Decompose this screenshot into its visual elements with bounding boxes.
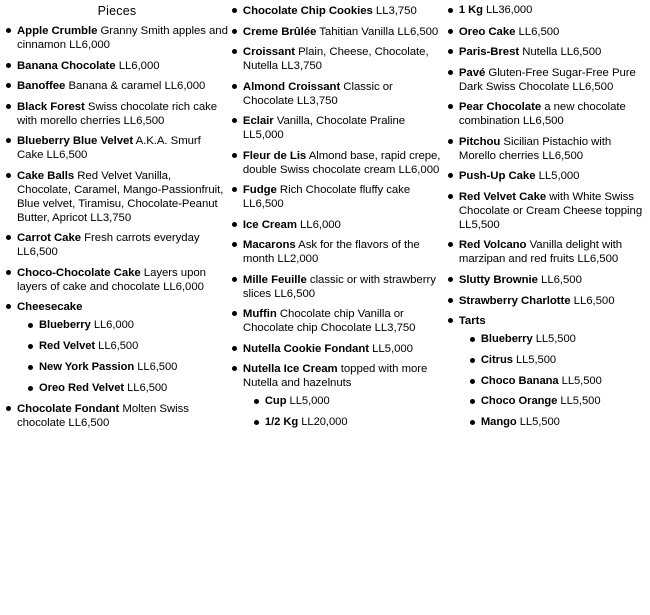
menu-subitem-list <box>459 333 644 430</box>
menu-item <box>232 238 444 266</box>
bullet-icon <box>448 29 453 34</box>
menu-item <box>232 307 444 335</box>
item-description: LL36,000 <box>482 4 533 16</box>
item-name: Choco Banana <box>480 374 559 387</box>
menu-item <box>6 100 228 128</box>
menu-item <box>448 45 644 59</box>
item-name: Paris-Brest <box>458 46 520 59</box>
item-description: LL6,500 <box>537 273 582 286</box>
menu-item <box>6 79 228 93</box>
bullet-icon <box>448 8 453 13</box>
item-name: Blueberry Blue Velvet <box>17 135 134 148</box>
menu-subitem-list <box>17 319 228 395</box>
menu-column-3 <box>448 4 644 437</box>
menu-item <box>232 4 444 18</box>
item-description: LL6,500 <box>515 25 560 38</box>
item-description: Layers upon layers of cake and chocolate LL6,000 <box>17 266 206 293</box>
menu-subitem-list <box>243 395 444 430</box>
bullet-icon <box>28 365 33 370</box>
bullet-icon <box>448 242 453 247</box>
item-name: Creme Brûlée <box>242 25 317 38</box>
item-description: Molten Swiss chocolate LL6,500 <box>17 403 189 430</box>
item-name: Blueberry <box>480 333 533 346</box>
item-description: LL5,000 <box>369 342 413 355</box>
item-description: Rich Chocolate fluffy cake LL6,500 <box>242 184 411 211</box>
menu-item <box>6 300 228 395</box>
bullet-icon <box>254 399 259 404</box>
item-name: Red Velvet <box>39 340 96 353</box>
menu-subitem <box>470 375 644 389</box>
item-description: LL6,000 <box>296 218 341 231</box>
bullet-icon <box>448 104 453 109</box>
bullet-icon <box>448 139 453 144</box>
menu-item-list-1 <box>6 24 228 430</box>
bullet-icon <box>232 242 237 247</box>
bullet-icon <box>6 406 11 411</box>
item-description: LL5,000 <box>535 170 580 183</box>
item-name: New York Passion <box>39 360 135 373</box>
item-name: Strawberry Charlotte <box>458 294 571 307</box>
item-name: Banana Chocolate <box>17 59 116 72</box>
bullet-icon <box>232 366 237 371</box>
item-name: 1/2 Kg <box>264 416 299 429</box>
bullet-icon <box>448 194 453 199</box>
menu-item <box>232 342 444 356</box>
item-name: Pear Chocolate <box>458 101 542 114</box>
item-description: Almond base, rapid crepe, double Swiss chocolate cream LL6,000 <box>242 149 441 176</box>
menu-subitem <box>254 416 444 430</box>
bullet-icon <box>28 344 33 349</box>
item-description: LL6,500 <box>570 294 615 307</box>
menu-item <box>448 135 644 163</box>
item-name: Oreo Red Velvet <box>39 381 125 394</box>
menu-item <box>448 314 644 430</box>
item-name: Oreo Cake <box>458 25 516 38</box>
menu-item <box>6 134 228 162</box>
item-description: LL20,000 <box>298 416 348 429</box>
item-name: Croissant <box>242 46 295 59</box>
item-description: Classic or Chocolate LL3,750 <box>242 80 393 107</box>
item-name: Cake Balls <box>17 169 75 182</box>
bullet-icon <box>232 311 237 316</box>
menu-subitem <box>448 4 644 18</box>
item-description: Granny Smith apples and cinnamon LL6,000 <box>17 25 228 52</box>
item-name: Push-Up Cake <box>458 170 536 183</box>
item-name: Blueberry <box>39 319 91 332</box>
item-description: with White Swiss Chocolate or Cream Cheese topping LL5,500 <box>458 190 643 231</box>
item-description: Fresh carrots everyday LL6,500 <box>17 232 200 259</box>
menu-item <box>448 238 644 266</box>
menu-item <box>6 24 228 52</box>
menu-item <box>448 273 644 287</box>
item-description: Tahitian Vanilla LL6,500 <box>316 25 439 38</box>
item-name: Tarts <box>458 315 486 328</box>
menu-subitem <box>470 395 644 409</box>
menu-item <box>6 59 228 73</box>
menu-subitem <box>470 416 644 430</box>
menu-item <box>232 183 444 211</box>
bullet-icon <box>470 358 475 363</box>
item-name: Apple Crumble <box>17 25 98 37</box>
item-description: Red Velvet Vanilla, Chocolate, Caramel, Mango-Passionfruit, Blue velvet, Tiramisu, Chocolate-Peanut Butter, Apricot LL3,750 <box>17 169 224 224</box>
item-description: Nutella LL6,500 <box>519 46 602 59</box>
bullet-icon <box>6 28 11 33</box>
menu-columns <box>6 4 644 437</box>
menu-item <box>448 294 644 308</box>
bullet-icon <box>6 235 11 240</box>
bullet-icon <box>470 420 475 425</box>
bullet-icon <box>470 399 475 404</box>
item-description: Chocolate chip Vanilla or Chocolate chip Chocolate LL3,750 <box>242 308 416 335</box>
item-description: Vanilla delight with marzipan and red fruits LL6,500 <box>458 239 623 266</box>
menu-item <box>232 80 444 108</box>
menu-item <box>232 149 444 177</box>
item-name: Red Volcano <box>458 239 527 252</box>
bullet-icon <box>28 386 33 391</box>
menu-item-list-2 <box>232 4 444 430</box>
bullet-icon <box>232 153 237 158</box>
item-description: LL3,750 <box>372 5 417 17</box>
item-description: LL5,500 <box>532 333 576 346</box>
column-title-pieces: Pieces <box>97 4 137 18</box>
bullet-icon <box>6 270 11 275</box>
bullet-icon <box>448 70 453 75</box>
item-description: classic or with strawberry slices LL6,500 <box>242 273 436 300</box>
item-description: LL6,000 <box>90 319 134 332</box>
item-name: 1 Kg <box>458 4 483 16</box>
item-name: Almond Croissant <box>242 80 341 93</box>
item-name: Cup <box>264 395 287 408</box>
menu-item <box>448 190 644 232</box>
bullet-icon <box>232 29 237 34</box>
menu-item <box>232 218 444 232</box>
bullet-icon <box>254 420 259 425</box>
item-description: LL5,500 <box>512 353 557 366</box>
bullet-icon <box>232 277 237 282</box>
item-name: Cheesecake <box>17 301 83 314</box>
item-description: LL5,500 <box>557 395 601 408</box>
item-name: Mille Feuille <box>242 273 307 286</box>
menu-item <box>6 169 228 225</box>
item-name: Citrus <box>480 353 513 366</box>
item-description: A.K.A. Smurf Cake LL6,500 <box>17 135 201 162</box>
item-description: LL5,500 <box>558 374 602 387</box>
item-name: Black Forest <box>17 100 85 113</box>
item-name: Muffin <box>242 308 277 321</box>
item-name: Ice Cream <box>242 218 297 231</box>
item-name: Banoffee <box>17 80 66 93</box>
menu-item <box>448 25 644 39</box>
item-name: Choco-Chocolate Cake <box>17 266 141 279</box>
bullet-icon <box>448 298 453 303</box>
menu-item <box>448 100 644 128</box>
menu-item <box>232 273 444 301</box>
item-description: LL6,500 <box>134 360 178 373</box>
item-description: Sicilian Pistachio with Morello cherries LL6,500 <box>458 135 612 162</box>
item-description: LL5,000 <box>286 395 330 408</box>
item-name: Slutty Brownie <box>458 273 538 286</box>
item-name: Nutella Ice Cream <box>242 363 338 376</box>
bullet-icon <box>6 304 11 309</box>
item-name: Mango <box>480 416 517 429</box>
menu-item <box>232 25 444 39</box>
item-description: topped with more Nutella and hazelnuts <box>242 363 428 390</box>
item-description: a new chocolate combination LL6,500 <box>458 101 626 128</box>
bullet-icon <box>232 84 237 89</box>
item-description: Gluten-Free Sugar-Free Pure Dark Swiss Chocolate LL6,500 <box>458 66 636 93</box>
bullet-icon <box>232 118 237 123</box>
item-name: Pitchou <box>458 135 501 148</box>
bullet-icon <box>232 49 237 54</box>
menu-item <box>232 362 444 430</box>
item-name: Pavé <box>458 66 486 79</box>
item-name: Red Velvet Cake <box>458 190 547 203</box>
item-description: Banana & caramel LL6,000 <box>65 80 206 93</box>
bullet-icon <box>6 138 11 143</box>
bullet-icon <box>6 173 11 178</box>
item-name: Macarons <box>242 239 296 252</box>
bullet-icon <box>232 346 237 351</box>
bullet-icon <box>448 318 453 323</box>
item-name: Carrot Cake <box>17 232 82 245</box>
item-name: Fleur de Lis <box>242 149 307 162</box>
menu-subitem <box>470 354 644 368</box>
menu-item <box>448 66 644 94</box>
menu-item <box>232 114 444 142</box>
menu-item <box>232 45 444 73</box>
menu-column-1 <box>6 4 232 437</box>
menu-column-2 <box>232 4 448 437</box>
item-description: Swiss chocolate rich cake with morello cherries LL6,500 <box>17 100 218 127</box>
menu-item <box>6 402 228 430</box>
bullet-icon <box>28 323 33 328</box>
menu-item <box>448 169 644 183</box>
item-description: LL6,500 <box>124 381 168 394</box>
menu-subitem <box>28 340 228 354</box>
menu-subitem <box>28 361 228 375</box>
menu-subitem <box>254 395 444 409</box>
menu-item <box>6 231 228 259</box>
bullet-icon <box>448 173 453 178</box>
bullet-icon <box>470 337 475 342</box>
bullet-icon <box>448 277 453 282</box>
menu-item-list-3 <box>448 4 644 430</box>
menu-subitem <box>470 333 644 347</box>
item-description: LL6,000 <box>115 59 160 72</box>
item-name: Chocolate Fondant <box>17 403 120 416</box>
bullet-icon <box>232 187 237 192</box>
bullet-icon <box>6 63 11 68</box>
bullet-icon <box>448 49 453 54</box>
bullet-icon <box>6 104 11 109</box>
item-description: LL6,500 <box>95 340 139 353</box>
bullet-icon <box>232 222 237 227</box>
item-name: Eclair <box>242 115 274 128</box>
menu-subitem <box>28 382 228 396</box>
bullet-icon <box>470 379 475 384</box>
item-description: Plain, Cheese, Chocolate, Nutella LL3,750 <box>242 46 429 73</box>
bullet-icon <box>232 8 237 13</box>
menu-item <box>6 266 228 294</box>
item-description: Ask for the flavors of the month LL2,000 <box>242 239 420 266</box>
bullet-icon <box>6 83 11 88</box>
item-description: Vanilla, Chocolate Praline LL5,000 <box>242 115 406 142</box>
item-name: Choco Orange <box>480 395 558 408</box>
item-name: Nutella Cookie Fondant <box>242 342 369 355</box>
menu-subitem <box>28 319 228 333</box>
item-name: Chocolate Chip Cookies <box>242 5 373 17</box>
item-name: Fudge <box>242 184 277 197</box>
item-description: LL5,500 <box>516 416 560 429</box>
